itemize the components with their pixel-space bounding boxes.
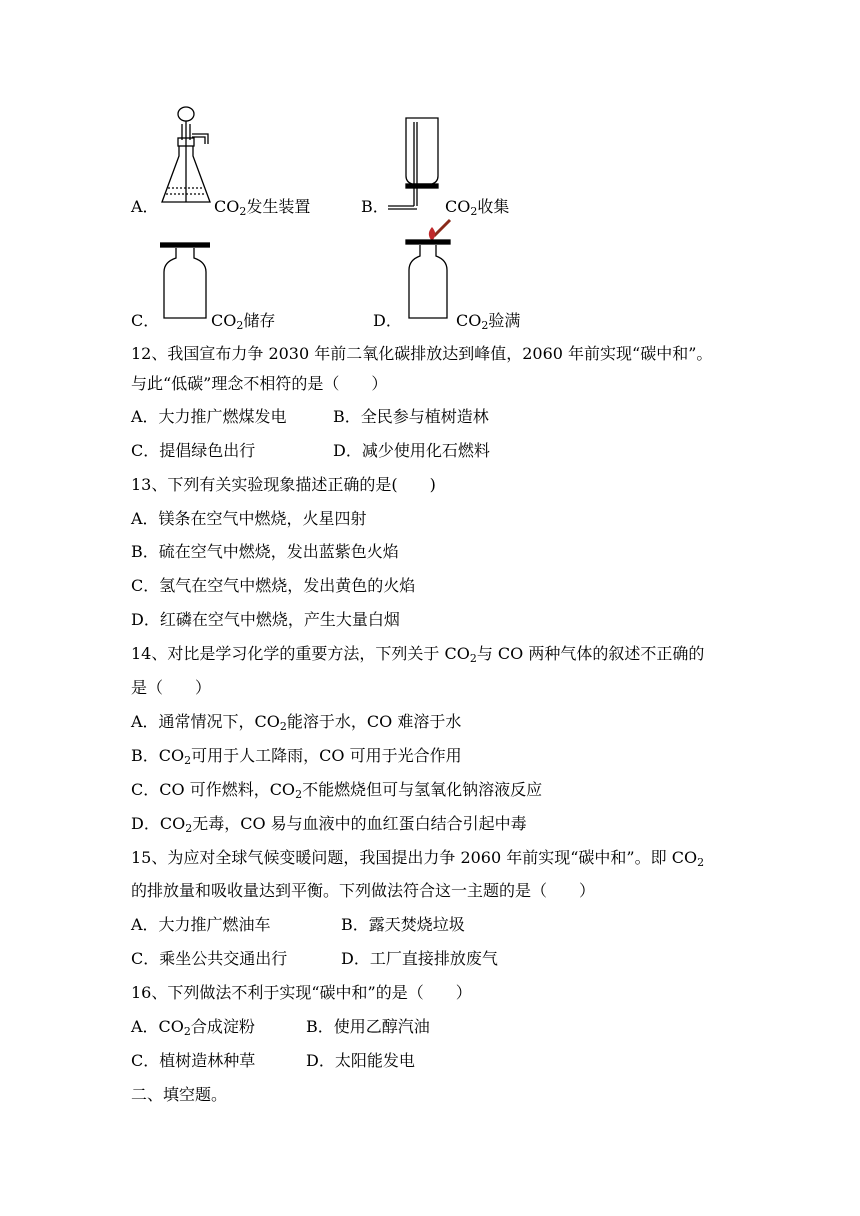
option-d-sub: 2: [481, 319, 489, 332]
q12-stem-line2: 与此“低碳”理念不相符的是（ ）: [131, 374, 388, 393]
q15-option-a: A．大力推广燃油车: [131, 915, 271, 934]
q12-option-d: D．减少使用化石燃料: [333, 441, 490, 460]
section-title-fill-in: 二、填空题。: [131, 1085, 228, 1104]
q14-a-part2: 能溶于水，CO 难溶于水: [286, 712, 462, 731]
q14-d-sub: 2: [185, 822, 193, 835]
q12-option-b: B．全民参与植树造林: [333, 407, 489, 426]
q16-a-part2: 合成淀粉: [190, 1017, 255, 1036]
q13-option-c: C．氢气在空气中燃烧，发出黄色的火焰: [131, 576, 416, 595]
option-c-sub: 2: [236, 319, 244, 332]
q14-d-part1: D．CO: [131, 814, 186, 833]
option-a-letter: A．: [131, 197, 159, 216]
q14-b-part1: B．CO: [131, 746, 185, 765]
option-d-letter: D．: [373, 311, 402, 330]
q12-option-a: A．大力推广燃煤发电: [131, 407, 287, 426]
option-a-chem: CO: [214, 197, 240, 216]
q14-option-d: [131, 813, 527, 835]
q13-stem: 13、下列有关实验现象描述正确的是( ): [131, 475, 436, 494]
option-c-chem: CO: [211, 311, 237, 330]
q13-option-d: D．红磷在空气中燃烧，产生大量白烟: [131, 610, 400, 629]
q16-option-d: D．太阳能发电: [306, 1051, 415, 1070]
option-c-letter: C．: [131, 311, 160, 330]
q16-a-sub: 2: [183, 1025, 191, 1038]
q16-option-b: B．使用乙醇汽油: [306, 1017, 430, 1036]
q14-a-part1: A．通常情况下，CO: [131, 712, 280, 731]
q14-option-c: [131, 779, 542, 801]
q14-option-a: [131, 711, 461, 733]
q14-c-part1: C．CO 可作燃料，CO: [131, 780, 296, 799]
q14-b-sub: 2: [184, 754, 192, 767]
q16-stem: 16、下列做法不利于实现“碳中和”的是（ ）: [131, 983, 472, 1002]
option-b-text: 收集: [477, 197, 510, 216]
option-b-letter: B．: [361, 197, 389, 216]
option-b-chem: CO: [445, 197, 471, 216]
q14-a-sub: 2: [279, 720, 287, 733]
q14-b-part2: 可用于人工降雨，CO 可用于光合作用: [191, 746, 462, 765]
q15-stem-line1: [131, 847, 704, 869]
q15-stem-line2: 的排放量和吸收量达到平衡。下列做法符合这一主题的是（ ）: [131, 881, 596, 900]
q13-option-b: B．硫在空气中燃烧，发出蓝紫色火焰: [131, 542, 399, 561]
co2-full-test-figure: [404, 218, 456, 324]
q14-option-b: [131, 745, 462, 767]
q14-c-sub: 2: [295, 788, 303, 801]
q15-option-c: C．乘坐公共交通出行: [131, 949, 288, 968]
co2-collection-figure: [386, 112, 448, 212]
q15-stem-sub: 2: [697, 856, 705, 869]
q16-a-part1: A．CO: [131, 1017, 184, 1036]
option-d-chem: CO: [456, 311, 482, 330]
q15-stem-part1: 15、为应对全球气候变暖问题，我国提出力争 2060 年前实现“碳中和”。即 CO: [131, 848, 698, 867]
q14-stem-part2: 与 CO 两种气体的叙述不正确的: [476, 644, 705, 663]
co2-generation-apparatus-figure: [160, 104, 212, 212]
q12-option-c: C．提倡绿色出行: [131, 441, 256, 460]
q14-stem-sub: 2: [469, 652, 477, 665]
co2-storage-figure: [160, 240, 210, 324]
q12-stem-line1: 12、我国宣布力争 2030 年前二氧化碳排放达到峰值，2060 年前实现“碳中和”。: [131, 344, 713, 363]
q14-stem-line2: 是（ ）: [131, 678, 212, 697]
q16-option-c: C．植树造林种草: [131, 1051, 256, 1070]
q14-stem-part1: 14、对比是学习化学的重要方法，下列关于 CO: [131, 644, 470, 663]
q15-option-d: D．工厂直接排放废气: [341, 949, 498, 968]
q14-c-part2: 不能燃烧但可与氢氧化钠溶液反应: [302, 780, 543, 799]
q14-stem-line1: [131, 643, 704, 665]
q15-option-b: B．露天焚烧垃圾: [341, 915, 465, 934]
q13-option-a: A．镁条在空气中燃烧，火星四射: [131, 509, 367, 528]
q16-option-a: [131, 1016, 255, 1038]
option-a-text: 发生装置: [246, 197, 311, 216]
option-b-sub: 2: [470, 205, 478, 218]
q14-d-part2: 无毒，CO 易与血液中的血红蛋白结合引起中毒: [192, 814, 527, 833]
option-d-text: 验满: [488, 311, 521, 330]
option-a-sub: 2: [239, 205, 247, 218]
option-c-text: 储存: [243, 311, 276, 330]
